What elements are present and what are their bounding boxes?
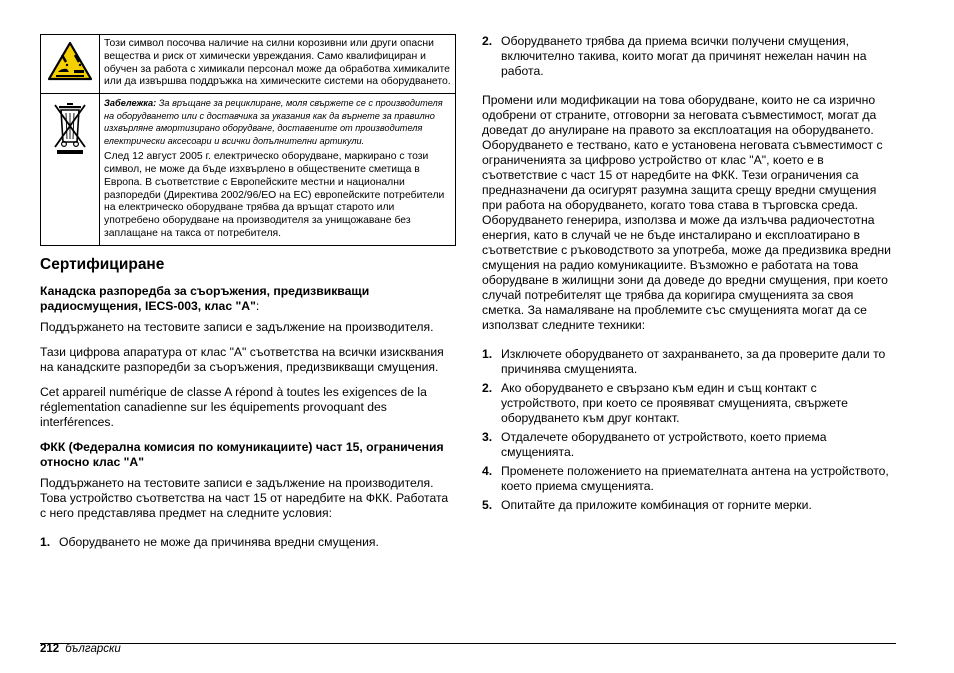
list-item: 2. Оборудването трябва да приема всички получени смущения, включително такива, които могат да причинят нежелан начин на работа. <box>482 34 867 78</box>
table-row <box>41 35 456 94</box>
table-row <box>41 94 456 246</box>
list-item: 5. Опитайте да приложите комбинация от горните мерки. <box>482 498 812 512</box>
canada-paragraph-french: Cet appareil numérique de classe A répond à toutes les exigences de la réglementation canadienne sur les équipements provoquant des interférences. <box>40 384 427 429</box>
list-item: 4. Променете положението на приемателната антена на устройството, което приема смущенията. <box>482 464 889 493</box>
section-title: Сертифициране <box>40 255 165 273</box>
list-item: 2. Ако оборудването е свързано към един и същ контакт с устройството, при което се проявяват смущенията, свържете оборудването към друг контакт. <box>482 381 848 425</box>
symbol-cell <box>41 35 100 94</box>
note-label: Забележка: <box>104 98 157 109</box>
interference-paragraph: Промени или модификации на това оборудване, които не са изрично одобрени от страните, отговорни за неговата съвместимост, могат да доведат до анулиране на правото за експлоатация на оборудването. Оборудването е тествано, като е установена неговата съвместимост с ограниченията за цифрово устройство от клас "A", което е в съответствие с част 15 от наредбите на ФКК. Тези ограничения са предназначени да осигурят разумна защита срещу вредни смущения при работа на оборудването, когато това става в търговска среда. Оборудването генерира, използва и може да излъчва радиочестотна енергия, като в случай че не бъде инсталирано и експлоатирано в съответствие с ръководството за употреба, може да предизвика вредни смущения на радио комуникациите. Възможно е работата на това оборудване в жилищни зони да доведе до вредни смущения, при което случай потребителят ще трябва да коригира смущенията за своя сметка. За намаляване на проблемите със смущенията могат да се използват следните техники: <box>482 93 891 332</box>
left-column <box>40 34 456 554</box>
fcc-paragraph: Поддържането на тестовите записи е задължение на производителя. Това устройство съответства на част 15 от наредбите на ФКК. Работата с него представлява предмет на следните условия: <box>40 475 449 520</box>
interference-techniques-list <box>482 347 896 513</box>
list-item: 1. Оборудването не може да причинява вредни смущения. <box>40 534 379 549</box>
weee-description <box>100 94 456 246</box>
recycling-note <box>104 97 451 147</box>
weee-crossed-bin-icon <box>52 100 88 156</box>
fcc-conditions-list <box>40 535 456 550</box>
fcc-conditions-list-continued <box>482 34 896 79</box>
weee-text: След 12 август 2005 г. електрическо оборудване, маркирано с този символ, не може да бъде изхвърлено в обществените сметища в Европа. В съответствие с Европейските местни и национални разпоредби (Директива 2002/96/EO на ЕС) европейските потребители на електрическо оборудване трябва да връщат старото или употребено оборудване на производителя за унищожаване без заплащане на такса от потребителя. <box>104 151 445 239</box>
canada-paragraph-2: Тази цифрова апаратура от клас "A" съответства на всички изисквания на канадските разпоредби за съоръжения, предизвикващи смущения. <box>40 344 444 374</box>
note-text: За връщане за рециклиране, моля свържете се с производителя на оборудването или с доставчика за указания как да върнете за правилно изхвърляне амортизирано оборудване, доставените от производителя електрически аксесоари и всички допълнителни артикули. <box>104 98 443 146</box>
symbol-cell <box>41 94 100 246</box>
list-item: 3. Отдалечете оборудването от устройството, което приема смущенията. <box>482 430 827 459</box>
right-column <box>482 34 896 517</box>
list-item: 1. Изключете оборудването от захранването, за да проверите дали то причинява смущенията. <box>482 347 886 376</box>
fcc-heading: ФКК (Федерална комисия по комуникациите) част 15, ограничения относно клас "A" <box>40 439 444 469</box>
page-number: 212 <box>40 643 60 655</box>
footer-language: български <box>65 643 121 655</box>
canada-heading: Канадска разпоредба за съоръжения, предизвикващи радиосмущения, IECS-003, клас "А": <box>40 283 370 313</box>
symbol-table <box>40 34 456 246</box>
corrosive-hazard-icon <box>47 41 93 81</box>
corrosive-description: Този символ посочва наличие на силни корозивни или други опасни вещества и риск от химически увреждания. Само квалифициран и обучен за работа с химикали персонал може да обработва химикалите или да извършва поддръжка на химическите системи на оборудването. <box>100 35 456 94</box>
page-footer <box>40 643 121 656</box>
canada-paragraph-1: Поддържането на тестовите записи е задължение на производителя. <box>40 319 434 334</box>
footer-divider <box>40 643 896 644</box>
